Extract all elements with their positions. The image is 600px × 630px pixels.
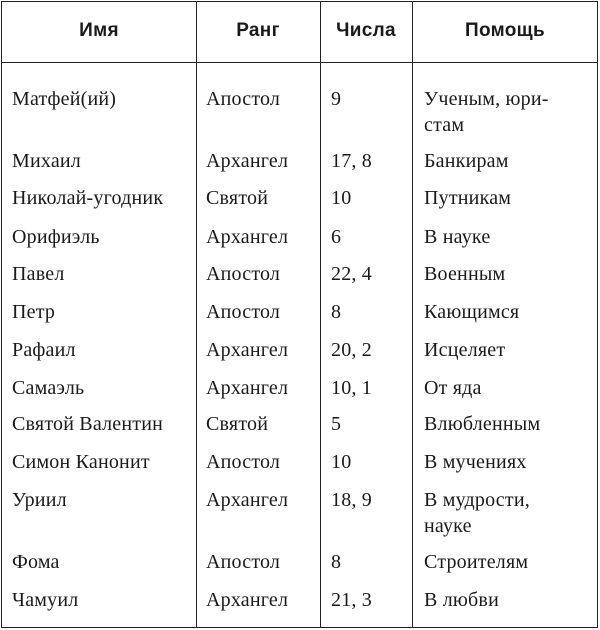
cell-rank: Апостол [206, 451, 281, 473]
cell-rank: Архангел [206, 489, 289, 511]
cell-numbers: 22, 4 [331, 263, 372, 285]
cell-rank: Апостол [206, 88, 281, 110]
cell-numbers: 20, 2 [331, 339, 372, 361]
cell-name: Орифиэль [12, 226, 100, 248]
column-divider [412, 2, 413, 627]
cell-numbers: 17, 8 [331, 150, 372, 172]
cell-help: В мучениях [424, 451, 527, 473]
cell-name: Самаэль [12, 377, 85, 399]
cell-numbers: 10 [331, 187, 352, 209]
cell-numbers: 10, 1 [331, 377, 372, 399]
cell-help: Кающимся [424, 301, 520, 323]
cell-rank: Апостол [206, 551, 281, 573]
cell-numbers: 9 [331, 88, 342, 110]
cell-numbers: 8 [331, 301, 342, 323]
cell-numbers: 5 [331, 413, 342, 435]
cell-name: Петр [12, 301, 56, 323]
cell-name: Уриил [12, 489, 67, 511]
header-divider [2, 62, 597, 63]
cell-name: Симон Канонит [12, 451, 150, 473]
cell-name: Матфей(ий) [12, 88, 117, 110]
cell-name: Михаил [12, 150, 81, 172]
cell-help: В науке [424, 226, 491, 248]
header-name: Имя [79, 20, 119, 41]
cell-help: Военным [424, 263, 506, 285]
cell-help: Банкирам [424, 150, 509, 172]
cell-rank: Архангел [206, 377, 289, 399]
cell-help: Ученым, юри- стам [424, 88, 549, 136]
cell-numbers: 6 [331, 226, 342, 248]
cell-numbers: 10 [331, 451, 352, 473]
cell-numbers: 21, 3 [331, 589, 372, 611]
cell-help: В любви [424, 589, 499, 611]
cell-numbers: 8 [331, 551, 342, 573]
header-numbers: Числа [336, 20, 396, 41]
cell-name: Николай-угодник [12, 187, 164, 209]
cell-help: От яда [424, 377, 482, 399]
cell-help: Путникам [424, 187, 512, 209]
cell-rank: Апостол [206, 263, 281, 285]
cell-rank: Архангел [206, 150, 289, 172]
cell-rank: Святой [206, 187, 269, 209]
cell-help: В мудрости, науке [424, 489, 530, 537]
cell-rank: Святой [206, 413, 269, 435]
cell-name: Чамуил [12, 589, 79, 611]
cell-name: Рафаил [12, 339, 76, 361]
cell-name: Павел [12, 263, 65, 285]
cell-rank: Архангел [206, 339, 289, 361]
cell-numbers: 18, 9 [331, 489, 372, 511]
cell-rank: Апостол [206, 301, 281, 323]
cell-help: Строителям [424, 551, 529, 573]
cell-help: Влюбленным [424, 413, 541, 435]
cell-name: Фома [12, 551, 60, 573]
saints-table [1, 1, 598, 628]
cell-rank: Архангел [206, 226, 289, 248]
cell-name: Святой Валентин [12, 413, 163, 435]
header-rank: Ранг [236, 20, 280, 41]
header-help: Помощь [465, 20, 545, 41]
cell-help: Исцеляет [424, 339, 506, 361]
cell-rank: Архангел [206, 589, 289, 611]
